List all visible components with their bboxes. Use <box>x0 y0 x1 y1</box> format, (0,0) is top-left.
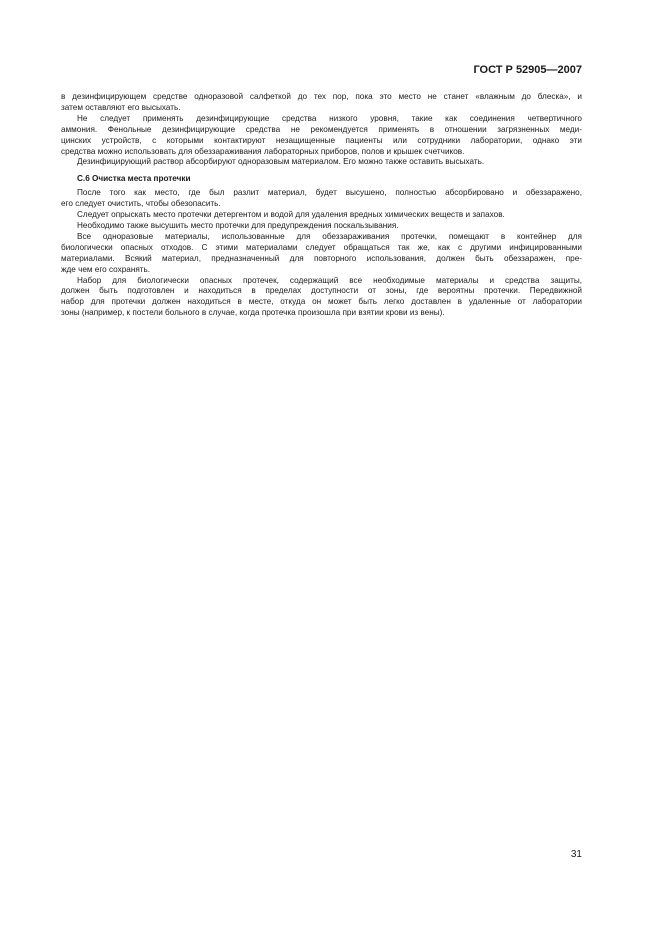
text-line: Все одноразовые материалы, использованные для обеззараживания протечки, помещают в контейнер для <box>77 231 582 241</box>
text-line: аммония. Фенольные дезинфицирующие средства не рекомендуется применять в отношении загрязненных меди- <box>61 124 582 134</box>
paragraph <box>61 276 582 320</box>
text-line: Необходимо также высушить место протечки для предупреждения поскальзывания. <box>77 220 399 230</box>
text-line: Следует опрыскать место протечки детергентом и водой для удаления вредных химических веществ и запахов. <box>77 210 505 220</box>
text-line: жде чем его сохранять. <box>61 264 151 274</box>
text-line: После того как место, где был разлит материал, будет высушено, полностью абсорбировано и обеззаражено, <box>77 188 582 198</box>
section-heading: С.6 Очистка места протечки <box>77 174 191 184</box>
paragraph <box>61 210 582 221</box>
text-line: средства можно использовать для обеззараживания лабораторных приборов, полов и крышек счетчиков. <box>61 146 465 156</box>
paragraph <box>61 114 582 158</box>
text-line: набор для протечки должен находиться в месте, откуда он может быть легко доставлен в удаленные от лаборатории <box>61 297 582 307</box>
paragraph <box>61 221 582 232</box>
paragraph <box>61 232 582 276</box>
text-line: Дезинфицирующий раствор абсорбируют одноразовым материалом. Его можно также оставить высыхать. <box>77 157 485 167</box>
text-line: зоны (например, к постели больного в случае, когда протечка произошла при взятии крови из вены). <box>61 308 445 318</box>
text-line: должен быть подготовлен и находиться в пределах доступности от зоны, где вероятны протечки. Передвижной <box>61 286 582 296</box>
document-code: ГОСТ Р 52905—2007 <box>473 64 582 76</box>
paragraph <box>61 92 582 114</box>
text-line: биологически опасных отходов. С этими материалами следует обращаться так же, как с другими инфицированными <box>61 242 582 252</box>
text-line: материалами. Всякий материал, предназначенный для повторного использования, должен быть обеззаражен, пре- <box>61 253 582 263</box>
paragraph <box>61 157 582 168</box>
page-number: 31 <box>570 849 582 860</box>
text-line: его следует очистить, чтобы обезопасить. <box>61 199 221 209</box>
document-body <box>61 92 582 319</box>
text-line: Набор для биологически опасных протечек, содержащий все необходимые материалы и средства защиты, <box>77 275 582 285</box>
text-line: Не следует применять дезинфицирующие средства низкого уровня, такие как соединения четвертичного <box>77 113 582 123</box>
paragraph <box>61 188 582 210</box>
text-line: затем оставляют его высыхать. <box>61 102 181 112</box>
text-line: цинских устройств, с которыми контактируют незащищенные пациенты или сотрудники лаборатории, однако эти <box>61 135 582 145</box>
text-line: в дезинфицирующем средстве одноразовой салфеткой до тех пор, пока это место не станет «влажным до блеска», и <box>61 92 582 101</box>
